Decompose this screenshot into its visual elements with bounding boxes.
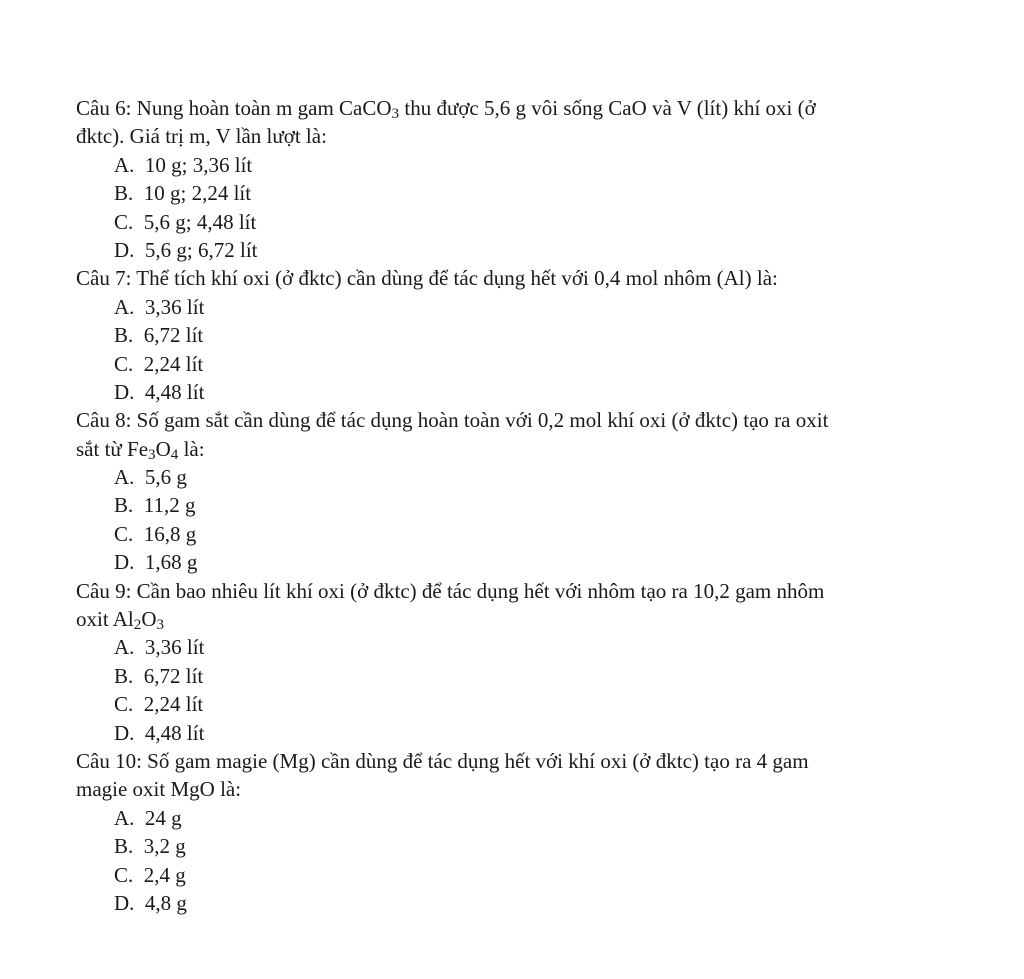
answer-option: C. 5,6 g; 4,48 lít xyxy=(114,209,257,234)
question-text-line xyxy=(76,747,976,775)
answer-option: B. 3,2 g xyxy=(114,834,186,859)
answer-option: D. 4,8 g xyxy=(114,890,187,915)
subscript: 2 xyxy=(133,617,142,634)
question-text-line xyxy=(76,605,976,633)
answer-option: B. 11,2 g xyxy=(114,493,196,518)
question-text-line xyxy=(76,577,976,605)
answer-option: C. 2,24 lít xyxy=(114,351,204,376)
question-text-line xyxy=(76,264,976,292)
subscript: 3 xyxy=(156,617,165,634)
text-run: oxit Al xyxy=(76,607,134,632)
answer-option: C. 16,8 g xyxy=(114,521,197,546)
text-run: đktc). Giá trị m, V lần lượt là: xyxy=(76,124,327,149)
subscript: 3 xyxy=(148,446,156,463)
text-run: Câu 6: Nung hoàn toàn m gam CaCO xyxy=(76,96,392,120)
answer-option: A. 3,36 lít xyxy=(114,294,205,319)
answer-option: A. 5,6 g xyxy=(114,465,187,490)
text-run: Câu 7: Thể tích khí oxi (ở đktc) cần dùng để tác dụng hết với 0,4 mol nhôm (Al) là: xyxy=(76,266,778,291)
text-run: O xyxy=(141,607,157,632)
text-run: magie oxit MgO là: xyxy=(76,777,242,802)
answer-option: B. 10 g; 2,24 lít xyxy=(114,181,252,206)
question-text-line xyxy=(76,122,976,150)
question-block xyxy=(76,406,976,576)
question-block xyxy=(76,747,976,917)
question-block xyxy=(76,577,976,747)
answer-option: A. 24 g xyxy=(114,805,182,830)
answer-option: D. 4,48 lít xyxy=(114,720,205,745)
question-text-line xyxy=(76,406,976,434)
text-run: Câu 9: Cần bao nhiêu lít khí oxi (ở đktc) để tác dụng hết với nhôm tạo ra 10,2 gam nhôm xyxy=(76,578,825,603)
subscript: 3 xyxy=(391,106,400,123)
question-list xyxy=(76,94,976,917)
text-run: Câu 10: Số gam magie (Mg) cần dùng để tác dụng hết với khí oxi (ở đktc) tạo ra 4 gam xyxy=(76,748,809,773)
text-run: thu được 5,6 g vôi sống CaO và V (lít) khí oxi (ở xyxy=(399,96,816,120)
answer-option: D. 5,6 g; 6,72 lít xyxy=(114,237,258,262)
answer-option: A. 10 g; 3,36 lít xyxy=(114,152,253,177)
question-text-line xyxy=(76,775,976,803)
answer-option: A. 3,36 lít xyxy=(114,635,205,660)
text-run: Câu 8: Số gam sắt cần dùng để tác dụng hoàn toàn với 0,2 mol khí oxi (ở đktc) tạo ra oxit xyxy=(76,408,829,433)
answer-option: D. 1,68 g xyxy=(114,550,198,575)
answer-option: B. 6,72 lít xyxy=(114,323,204,348)
answer-option: D. 4,48 lít xyxy=(114,379,205,404)
text-run: O xyxy=(155,436,171,461)
question-text-line xyxy=(76,435,976,463)
text-run: là: xyxy=(178,436,205,461)
question-block xyxy=(76,264,976,406)
answer-option: C. 2,4 g xyxy=(114,862,186,887)
text-run: sắt từ Fe xyxy=(76,436,149,461)
subscript: 4 xyxy=(170,446,179,463)
answer-option: C. 2,24 lít xyxy=(114,692,204,717)
question-block xyxy=(76,94,976,264)
answer-option: B. 6,72 lít xyxy=(114,663,204,688)
question-text-line xyxy=(76,94,976,122)
